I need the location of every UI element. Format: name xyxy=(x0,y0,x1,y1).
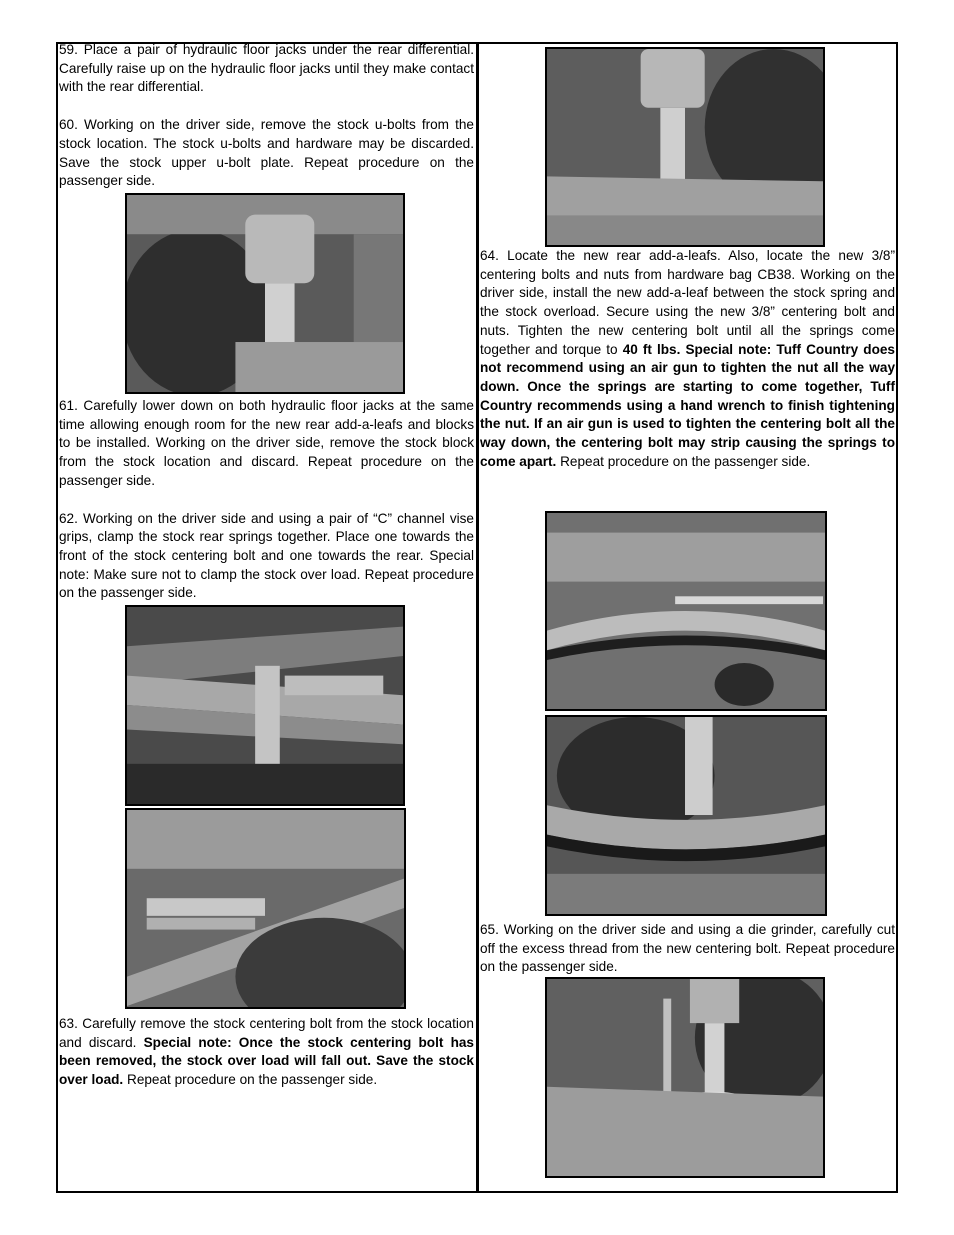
step-65: 65. Working on the driver side and using a die grinder, carefully cut off the excess thread from the new centering bolt. Repeat procedure on the passenger side. xyxy=(480,922,895,975)
photo-ubolt-removal xyxy=(125,193,405,394)
photo-centering-bolt-tighten xyxy=(545,715,827,916)
step-62: 62. Working on the driver side and using a pair of “C” channel vise grips, clamp the stock rear springs together. Place one towards the front of the stock centering bolt and one towards the rear. Special note: Make sure not to clamp the stock over load. Repeat procedure on the passenger side. xyxy=(59,510,474,601)
left-column-mid xyxy=(59,397,474,603)
photo-add-a-leaf-install xyxy=(545,511,827,711)
step-63-text: 63. Carefully remove the stock centering bolt from the stock location and discard. xyxy=(59,1016,474,1050)
step-64-note: 40 ft lbs. Special note: Tuff Country does not recommend using an air gun to tighten the nut all the way down. Once the springs are starting to come together, Tuff Country recommends using a hand wrench to finish tightening the nut. If an air gun is used to tighten the centering bolt all the way down, the centering bolt may strip causing the springs to come apart. xyxy=(480,341,895,469)
step-64 xyxy=(480,247,895,471)
column-divider xyxy=(476,42,479,1193)
photo-centering-bolt-removal xyxy=(545,47,825,247)
photo-die-grinder-cut xyxy=(545,977,825,1178)
left-column xyxy=(59,41,474,191)
left-column-bottom xyxy=(59,1015,474,1090)
photo-clamp-rear xyxy=(125,808,406,1009)
right-column-bottom xyxy=(480,921,895,977)
step-59: 59. Place a pair of hydraulic floor jacks under the rear differential. Carefully raise up on the hydraulic floor jacks until they make contact with the rear differential. xyxy=(59,42,474,95)
step-63-note: Special note: Once the stock centering bolt has been removed, the stock over load will fall out. Save the stock over load. xyxy=(59,1034,474,1088)
step-60: 60. Working on the driver side, remove the stock u-bolts from the stock location. The stock u-bolts and hardware may be discarded. Save the stock upper u-bolt plate. Repeat procedure on the passenger side. xyxy=(59,117,474,189)
right-column xyxy=(480,247,895,471)
step-61: 61. Carefully lower down on both hydraulic floor jacks at the same time allowing enough room for the new rear add-a-leafs and blocks to be installed. Working on the driver side, remove the stock block from the stock location and discard. Repeat procedure on the passenger side. xyxy=(59,398,474,488)
step-63-repeat: Repeat procedure on the passenger side. xyxy=(123,1072,378,1088)
step-63 xyxy=(59,1015,474,1090)
photo-clamp-front xyxy=(125,605,405,806)
step-64-text: 64. Locate the new rear add-a-leafs. Also, locate the new 3/8” centering bolts and nuts from hardware bag CB38. Working on the driver side, install the new add-a-leaf between the stock spring and the stock overload. Secure using the new 3/8” centering bolt and nuts. Tighten the new centering bolt until all the springs come together and torque to xyxy=(480,248,895,357)
step-64-repeat: Repeat procedure on the passenger side. xyxy=(556,453,811,469)
